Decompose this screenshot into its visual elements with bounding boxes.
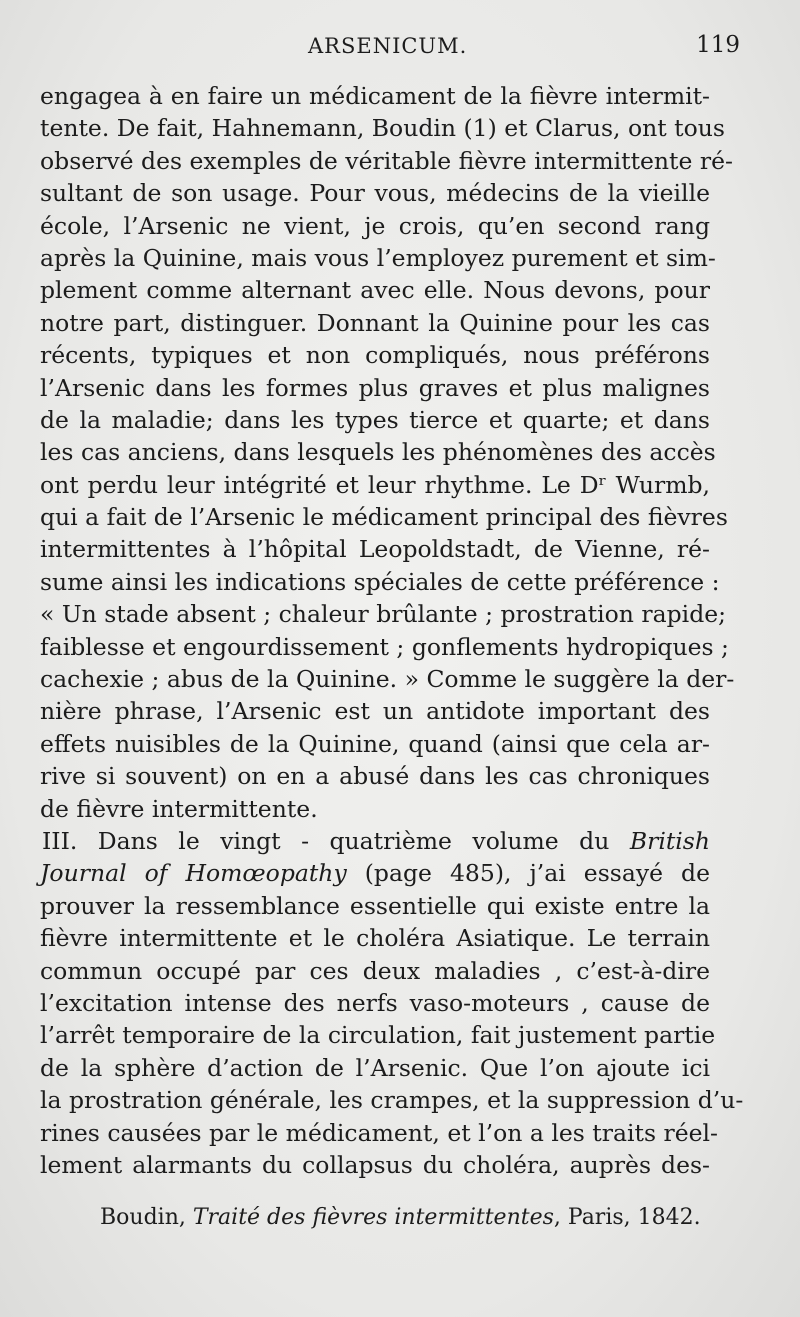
journal-title-part: Journal of Homœopathy [40,859,347,888]
paragraph-three-rest [40,890,744,1182]
text-line: école, l’Arsenic ne vient, je crois, qu’en second rang [40,211,710,240]
text-line [40,857,710,889]
text-line: rines causées par le médicament, et l’on a les traits réel- [40,1118,718,1147]
text-line: commun occupé par ces deux maladies , c’est-à-dire [40,956,710,985]
text-line: l’arrêt temporaire de la circulation, fait justement partie [40,1021,716,1050]
text-line: de la maladie; dans les types tierce et quarte; et dans [40,405,710,434]
text-line: récents, typiques et non compliqués, nous préférons [40,341,710,370]
text-line: intermittentes à l’hôpital Leopoldstadt, de Vienne, ré- [40,535,710,564]
text-line: la prostration générale, les crampes, et la suppression d’u- [40,1086,744,1115]
text-line: prouver la ressemblance essentielle qui existe entre la [40,891,710,920]
body-text [40,80,744,1181]
text-line: notre part, distinguer. Donnant la Quinine pour les cas [40,308,710,337]
footnote-title: Traité des fièvres intermittentes [192,1205,554,1230]
text-line: observé des exemples de véritable fièvre intermittente ré- [40,146,733,175]
text-line: les cas anciens, dans lesquels les phénomènes des accès [40,438,716,467]
text-line: sultant de son usage. Pour vous, médecins de la vieille [40,179,710,208]
text-run: (page 485), j’ai essayé de [346,859,711,888]
text-line: fièvre intermittente et le choléra Asiatique. Le terrain [40,924,710,953]
text-line: de la sphère d’action de l’Arsenic. Que l’on ajoute ici [40,1053,710,1082]
text-line: après la Quinine, mais vous l’employez purement et sim- [40,243,716,272]
text-line [40,825,710,857]
running-head: ARSENICUM. [308,34,468,58]
footnote-author: Boudin, [100,1205,193,1230]
text-line: qui a fait de l’Arsenic le médicament principal des fièvres [40,503,728,532]
text-line: l’excitation intense des nerfs vaso-moteurs , cause de [40,988,710,1017]
text-line: rive si souvent) on en a abusé dans les cas chroniques [40,762,710,791]
text-line: lement alarmants du collapsus du choléra, auprès des- [40,1150,710,1179]
text-line: l’Arsenic dans les formes plus graves et plus malignes [40,373,710,402]
text-line: engagea à en faire un médicament de la fièvre intermit- [40,82,710,110]
page-number: 119 [696,32,740,58]
page-header [40,30,740,66]
text-line: sume ainsi les indications spéciales de cette préférence : [40,567,720,596]
paragraph-continuation [40,80,735,825]
text-line: effets nuisibles de la Quinine, quand (ainsi que cela ar- [40,729,710,758]
text-line: plement comme alternant avec elle. Nous devons, pour [40,276,710,305]
text-run: III. Dans le vingt - quatrième volume du [42,826,630,855]
text-line: faiblesse et engourdissement ; gonflements hydropiques ; [40,632,729,661]
journal-title-part: British [629,826,710,855]
text-line: tente. De fait, Hahnemann, Boudin (1) et Clarus, ont tous [40,114,725,143]
paragraph-three [40,825,744,1181]
text-line: cachexie ; abus de la Quinine. » Comme le suggère la der- [40,665,735,694]
footnote [100,1205,701,1230]
text-line: « Un stade absent ; chaleur brûlante ; prostration rapide; [40,600,727,629]
text-line: ont perdu leur intégrité et leur rhythme. Le Dʳ Wurmb, [40,470,710,499]
text-line: nière phrase, l’Arsenic est un antidote important des [40,697,710,726]
text-line: de fièvre intermittente. [40,794,318,823]
footnote-imprint: , Paris, 1842. [553,1205,701,1230]
